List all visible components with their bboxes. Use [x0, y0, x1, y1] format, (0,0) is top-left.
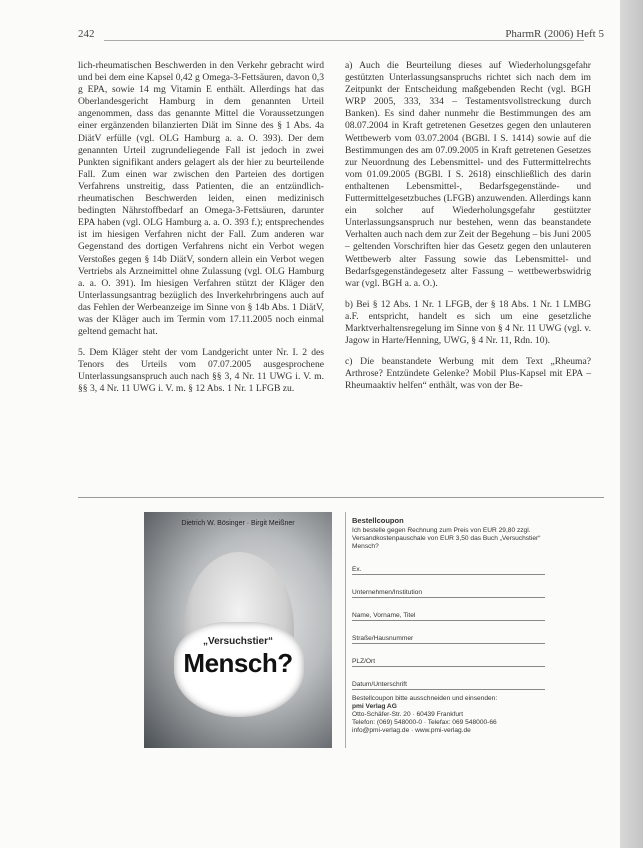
order-coupon [345, 512, 545, 748]
page-header [78, 28, 604, 44]
right-text-column [345, 60, 591, 401]
field-label: PLZ/Ort [352, 657, 376, 665]
paragraph: a) Auch die Beurteilung dieses auf Wiederholungsgefahr gestützten Unterlassungsanspruchs richtet sich nach dem im Zeitpunkt der Entscheidung maßgebenden Recht (vgl. BGH WRP 2005, 333, 334 – Testamentsvollstreckung durch Banken). Es sind daher nunmehr die Bestimmungen des am 08.07.2004 in Kraft getretenen Gesetzes gegen den unlauteren Wettbewerb vom 03.07.2004 (BGBl. I S. 1414) sowie auf die Bestimmungen des am 07.09.2005 in Kraft getretenen Gesetzes zur Neuordnung des Lebensmittel- und des Futtermittelrechts vom 01.09.2005 (BGBl. I S. 2618) einschließlich des darin enthaltenen Lebensmittel-, Bedarfsgegenstände- und Futtermittelgesetzbuches (LFGB) anzuwenden. Allerdings kann ein solcher auf Wiederholungsgefahr gestützter Unterlassungsanspruch nur bestehen, wenn das beanstandete Verhalten auch nach dem zur Zeit der Begehung – bis Juni 2005 – geltenden Vorschriften hier das Gesetz gegen den unlauteren Wettbewerb alter Fassung sowie das Lebensmittel- und Bedarfsgegenständegesetz alter Fassung – wettbewerbswidrig war (vgl. BGH a. a. O.). [345, 60, 591, 289]
section-divider [78, 497, 604, 498]
publisher-line: pmi Verlag AG [352, 702, 397, 710]
paragraph: 5. Dem Kläger steht der vom Landgericht unter Nr. I. 2 des Tenors des Urteils vom 07.07.2005 ausgesprochene Unterlassungsanspruch auch nach §§ 3, 4 Nr. 11 UWG i. V. m. §§ 3, 4 Nr. 11 UWG i. V. m. § 12 Abs. 1 Nr. 1 LFGB zu. [78, 347, 324, 395]
order-text: Ich bestelle gegen Rechnung zum Preis von EUR 29,80 zzgl. Versandkostenpauschale von EUR 3,50 das Buch „Versuchstier“ Mensch? [352, 527, 541, 551]
publisher-info [352, 695, 545, 735]
quantity-field[interactable] [352, 561, 545, 575]
city-field[interactable] [352, 653, 545, 667]
left-text-column [78, 60, 324, 405]
signature-field[interactable] [352, 676, 545, 690]
field-label: Unternehmen/Institution [352, 588, 423, 596]
paragraph: lich-rheumatischen Beschwerden in den Verkehr gebracht wird und bei dem eine Kapsel 0,42 g Omega-3-Fettsäuren, davon 0,3 g EPA, sowie 14 mg Vitamin E enthält. Allerdings hat das Oberlandesgericht Hamburg in dem genannten Urteil angenommen, dass das genannte Mittel die Voraussetzungen einer ergänzenden bilanzierten Diät im Sinne des § 1 Abs. 4a DiätV erfülle (vgl. OLG Hamburg a. a. O. 393). Der dem genannten Urteil zugrundeliegende Fall ist jedoch in zwei Punkten signifikant anders gelagert als der hier zu beurteilende Fall. Zum einen war zwischen den Parteien des dortigen Verfahrens unstreitig, dass Patienten, die an entzündlich-rheumatischen Beschwerden leiden, einen medizinisch bedingten Nährstoffbedarf an Omega-3-Fettsäuren, darunter EPA haben (vgl. OLG Hamburg a. a. O. 393 f.); entsprechendes ist im hiesigen Verfahren nicht der Fall. Zum anderen war Gegenstand des dortigen Verfahrens nicht ein Verbot wegen Verstoßes gegen § 14b DiätV, sondern allein ein Verbot wegen Vertriebs als Arzneimittel ohne Zulassung (vgl. OLG Hamburg a. a. O. 391). Im hiesigen Verfahren stützt der Kläger den Unterlassungsantrag bezüglich des Inverkehrbringens auch auf das Fehlen der Werbeanzeige im Sinne von § 14b Abs. 1 DiätV, was der Kläger auch im Termin vom 17.11.2005 noch einmal geltend gemacht hat. [78, 60, 324, 338]
publisher-line: Telefon: (069) 548000-0 · Telefax: 069 548000-66 [352, 718, 497, 726]
journal-reference: PharmR (2006) Heft 5 [505, 28, 604, 40]
quantity-suffix: Ex. [352, 565, 362, 573]
book-title-small: „Versuchstier“ [202, 636, 274, 647]
field-label: Datum/Unterschrift [352, 680, 407, 688]
paragraph: b) Bei § 12 Abs. 1 Nr. 1 LFGB, der § 18 Abs. 1 Nr. 1 LMBG a.F. entspricht, handelt es sich um eine gesetzliche Marktverhaltensregelung im Sinne von § 4 Nr. 11 UWG (vgl. v. Jagow in Harte/Henning, UWG, § 4 Nr. 11, Rdn. 10). [345, 298, 591, 347]
company-field[interactable] [352, 584, 545, 598]
field-label: Name, Vorname, Titel [352, 611, 416, 619]
publisher-line: Otto-Schäfer-Str. 20 · 60439 Frankfurt [352, 710, 464, 718]
book-authors: Dietrich W. Bösinger · Birgit Meißner [181, 520, 295, 527]
header-rule [104, 40, 584, 41]
publisher-line: info@pmi-verlag.de · www.pmi-verlag.de [352, 726, 471, 734]
scan-edge-shadow [620, 0, 643, 848]
field-label: Straße/Hausnummer [352, 634, 414, 642]
page-number: 242 [78, 28, 95, 40]
book-cover-advertisement [144, 512, 332, 748]
paragraph: c) Die beanstandete Werbung mit dem Text „Rheuma? Arthrose? Entzündete Gelenke? Mobil Plus-Kapsel mit EPA – Rheumaaktiv helfen“ enthält, was von der Be- [345, 356, 591, 392]
coupon-heading: Bestellcoupon [352, 516, 404, 525]
publisher-line: Bestellcoupon bitte ausschneiden und einsenden: [352, 694, 498, 702]
street-field[interactable] [352, 630, 545, 644]
book-title-big: Mensch? [183, 648, 293, 678]
name-field[interactable] [352, 607, 545, 621]
